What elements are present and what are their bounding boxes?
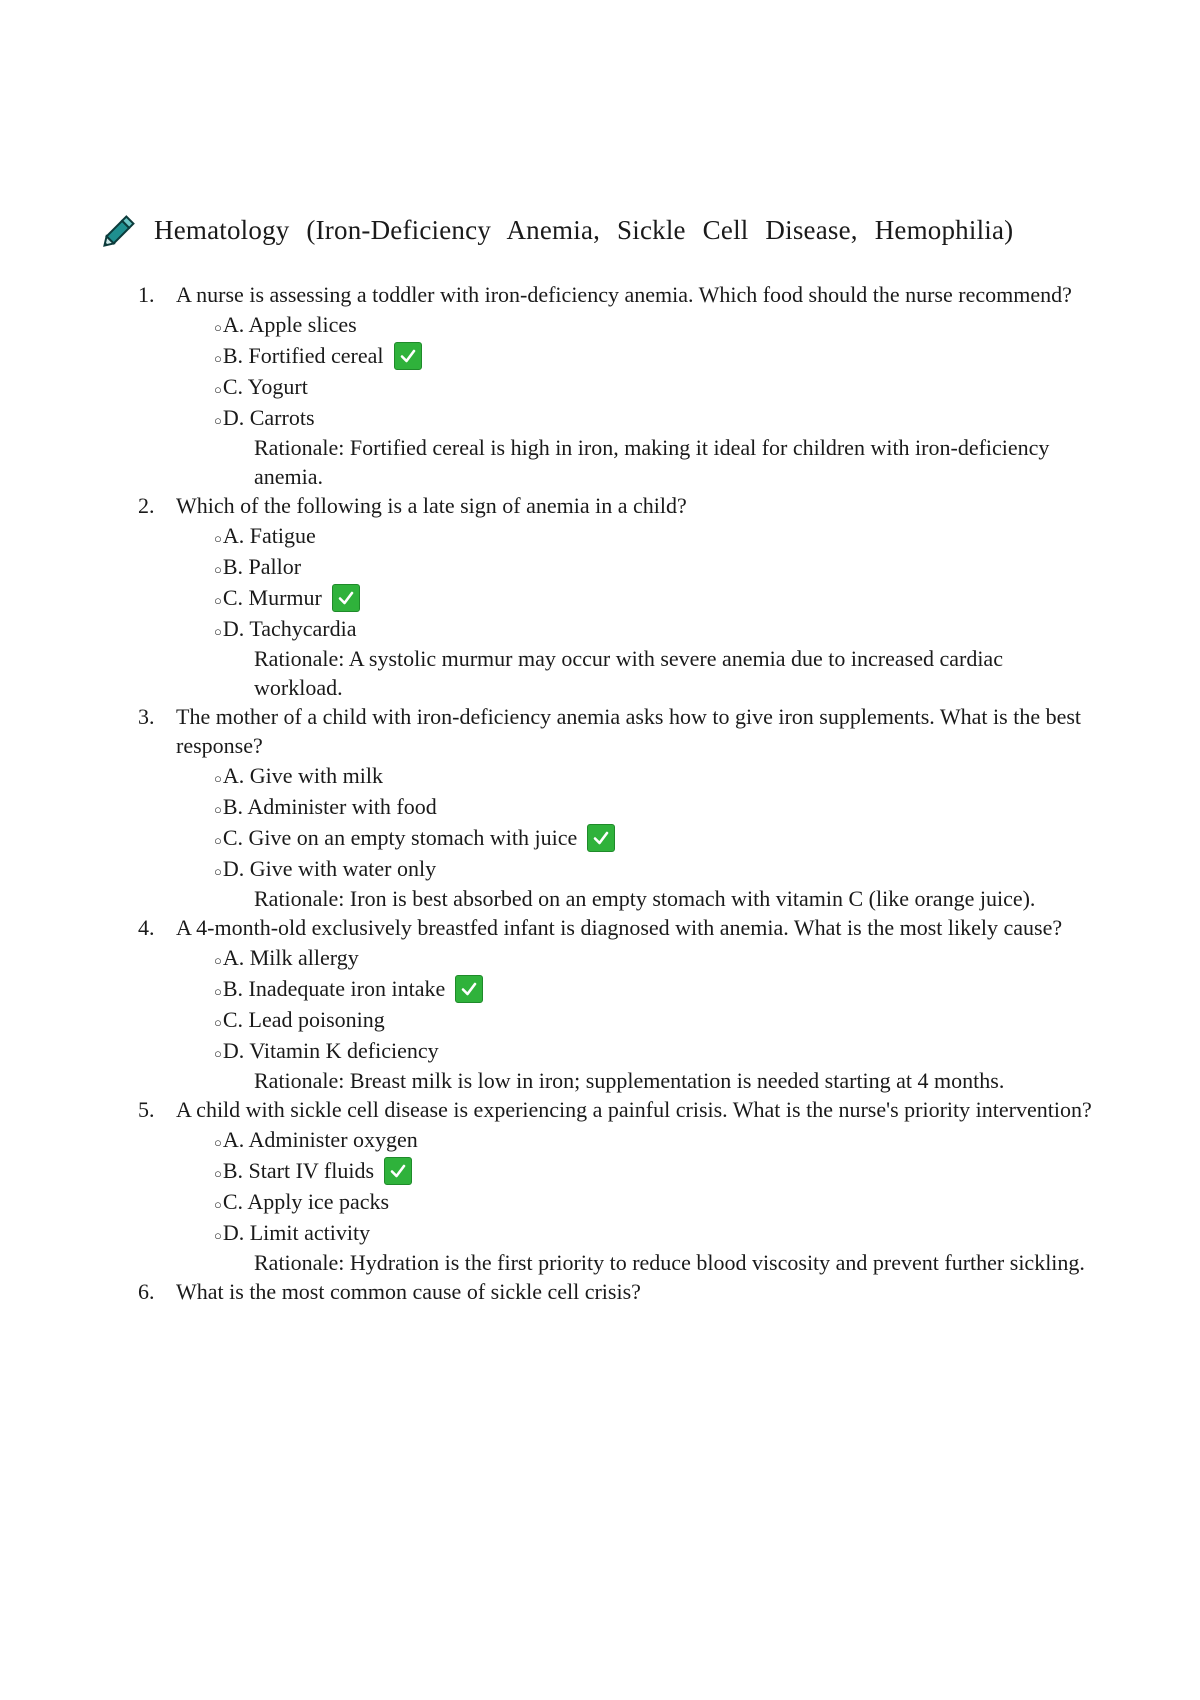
- answer-option: [214, 1186, 1100, 1217]
- answer-option: [214, 520, 1100, 551]
- bullet-circle-icon: ○: [214, 1135, 222, 1150]
- question-number: 3.: [138, 704, 155, 729]
- question-number: 1.: [138, 282, 155, 307]
- answer-option: [214, 1124, 1100, 1155]
- option-label: A. Fatigue: [222, 523, 316, 548]
- question-text: The mother of a child with iron-deficiency anemia asks how to give iron supplements. What is the best response?: [176, 704, 1082, 758]
- bullet-circle-icon: ○: [214, 802, 222, 817]
- answer-option: [214, 551, 1100, 582]
- question-number: 2.: [138, 493, 155, 518]
- bullet-circle-icon: ○: [214, 351, 222, 366]
- answer-option: [214, 973, 1100, 1004]
- bullet-circle-icon: ○: [214, 413, 222, 428]
- pencil-icon: [100, 210, 140, 250]
- option-label: D. Carrots: [222, 405, 315, 430]
- option-label: C. Apply ice packs: [222, 1189, 390, 1214]
- bullet-circle-icon: ○: [214, 771, 222, 786]
- bullet-circle-icon: ○: [214, 320, 222, 335]
- answer-options: [176, 309, 1100, 433]
- question-item: [130, 1277, 1100, 1306]
- option-label: C. Give on an empty stomach with juice: [222, 825, 578, 850]
- rationale-text: Rationale: Breast milk is low in iron; supplementation is needed starting at 4 months.: [254, 1068, 1005, 1093]
- section-heading: [100, 210, 1100, 250]
- answer-option: [214, 942, 1100, 973]
- option-label: C. Yogurt: [222, 374, 308, 399]
- rationale-text: Rationale: Hydration is the first priority to reduce blood viscosity and prevent further sickling.: [254, 1250, 1085, 1275]
- option-label: A. Give with milk: [222, 763, 383, 788]
- question-text: A child with sickle cell disease is experiencing a painful crisis. What is the nurse's priority intervention?: [176, 1097, 1092, 1122]
- bullet-circle-icon: ○: [214, 833, 222, 848]
- answer-option: [214, 402, 1100, 433]
- answer-option: [214, 309, 1100, 340]
- question-item: [130, 1095, 1100, 1277]
- option-label: B. Inadequate iron intake: [222, 976, 446, 1001]
- option-label: B. Start IV fluids: [222, 1158, 375, 1183]
- option-label: D. Vitamin K deficiency: [222, 1038, 439, 1063]
- rationale-text: Rationale: Fortified cereal is high in iron, making it ideal for children with iron-deficiency anemia.: [254, 435, 1050, 489]
- check-mark-icon: [455, 975, 483, 1003]
- bullet-circle-icon: ○: [214, 624, 222, 639]
- answer-option: [214, 1217, 1100, 1248]
- rationale-text: Rationale: Iron is best absorbed on an empty stomach with vitamin C (like orange juice).: [254, 886, 1036, 911]
- option-label: A. Milk allergy: [222, 945, 359, 970]
- option-label: B. Fortified cereal: [222, 343, 384, 368]
- bullet-circle-icon: ○: [214, 562, 222, 577]
- answer-option: [214, 371, 1100, 402]
- bullet-circle-icon: ○: [214, 1228, 222, 1243]
- bullet-circle-icon: ○: [214, 953, 222, 968]
- bullet-circle-icon: ○: [214, 382, 222, 397]
- option-label: A. Administer oxygen: [222, 1127, 418, 1152]
- check-mark-icon: [332, 584, 360, 612]
- answer-option: [214, 613, 1100, 644]
- rationale-text: Rationale: A systolic murmur may occur with severe anemia due to increased cardiac workload.: [254, 646, 1003, 700]
- bullet-circle-icon: ○: [214, 1046, 222, 1061]
- option-label: A. Apple slices: [222, 312, 357, 337]
- bullet-circle-icon: ○: [214, 984, 222, 999]
- question-text: Which of the following is a late sign of anemia in a child?: [176, 493, 687, 518]
- question-text: A nurse is assessing a toddler with iron-deficiency anemia. Which food should the nurse recommend?: [176, 282, 1072, 307]
- option-label: B. Pallor: [222, 554, 302, 579]
- bullet-circle-icon: ○: [214, 531, 222, 546]
- bullet-circle-icon: ○: [214, 864, 222, 879]
- question-number: 5.: [138, 1097, 155, 1122]
- bullet-circle-icon: ○: [214, 1015, 222, 1030]
- answer-option: [214, 853, 1100, 884]
- question-number: 4.: [138, 915, 155, 940]
- check-mark-icon: [587, 824, 615, 852]
- answer-option: [214, 791, 1100, 822]
- question-item: [130, 913, 1100, 1095]
- answer-options: [176, 760, 1100, 884]
- option-label: C. Murmur: [222, 585, 322, 610]
- answer-options: [176, 520, 1100, 644]
- option-label: D. Limit activity: [222, 1220, 371, 1245]
- question-item: [130, 280, 1100, 491]
- option-label: C. Lead poisoning: [222, 1007, 385, 1032]
- answer-option: [214, 582, 1100, 613]
- bullet-circle-icon: ○: [214, 1166, 222, 1181]
- check-mark-icon: [384, 1157, 412, 1185]
- answer-option: [214, 1035, 1100, 1066]
- question-text: A 4-month-old exclusively breastfed infant is diagnosed with anemia. What is the most likely cause?: [176, 915, 1063, 940]
- question-text: What is the most common cause of sickle cell crisis?: [176, 1279, 641, 1304]
- question-item: [130, 491, 1100, 702]
- bullet-circle-icon: ○: [214, 1197, 222, 1212]
- answer-option: [214, 1155, 1100, 1186]
- bullet-circle-icon: ○: [214, 593, 222, 608]
- question-number: 6.: [138, 1279, 155, 1304]
- answer-option: [214, 760, 1100, 791]
- option-label: D. Give with water only: [222, 856, 437, 881]
- question-item: [130, 702, 1100, 913]
- question-list: [130, 280, 1100, 1306]
- option-label: B. Administer with food: [222, 794, 437, 819]
- answer-options: [176, 942, 1100, 1066]
- option-label: D. Tachycardia: [222, 616, 357, 641]
- answer-option: [214, 822, 1100, 853]
- answer-options: [176, 1124, 1100, 1248]
- answer-option: [214, 340, 1100, 371]
- answer-option: [214, 1004, 1100, 1035]
- section-title: Hematology (Iron-Deficiency Anemia, Sickle Cell Disease, Hemophilia): [154, 214, 1014, 245]
- check-mark-icon: [394, 342, 422, 370]
